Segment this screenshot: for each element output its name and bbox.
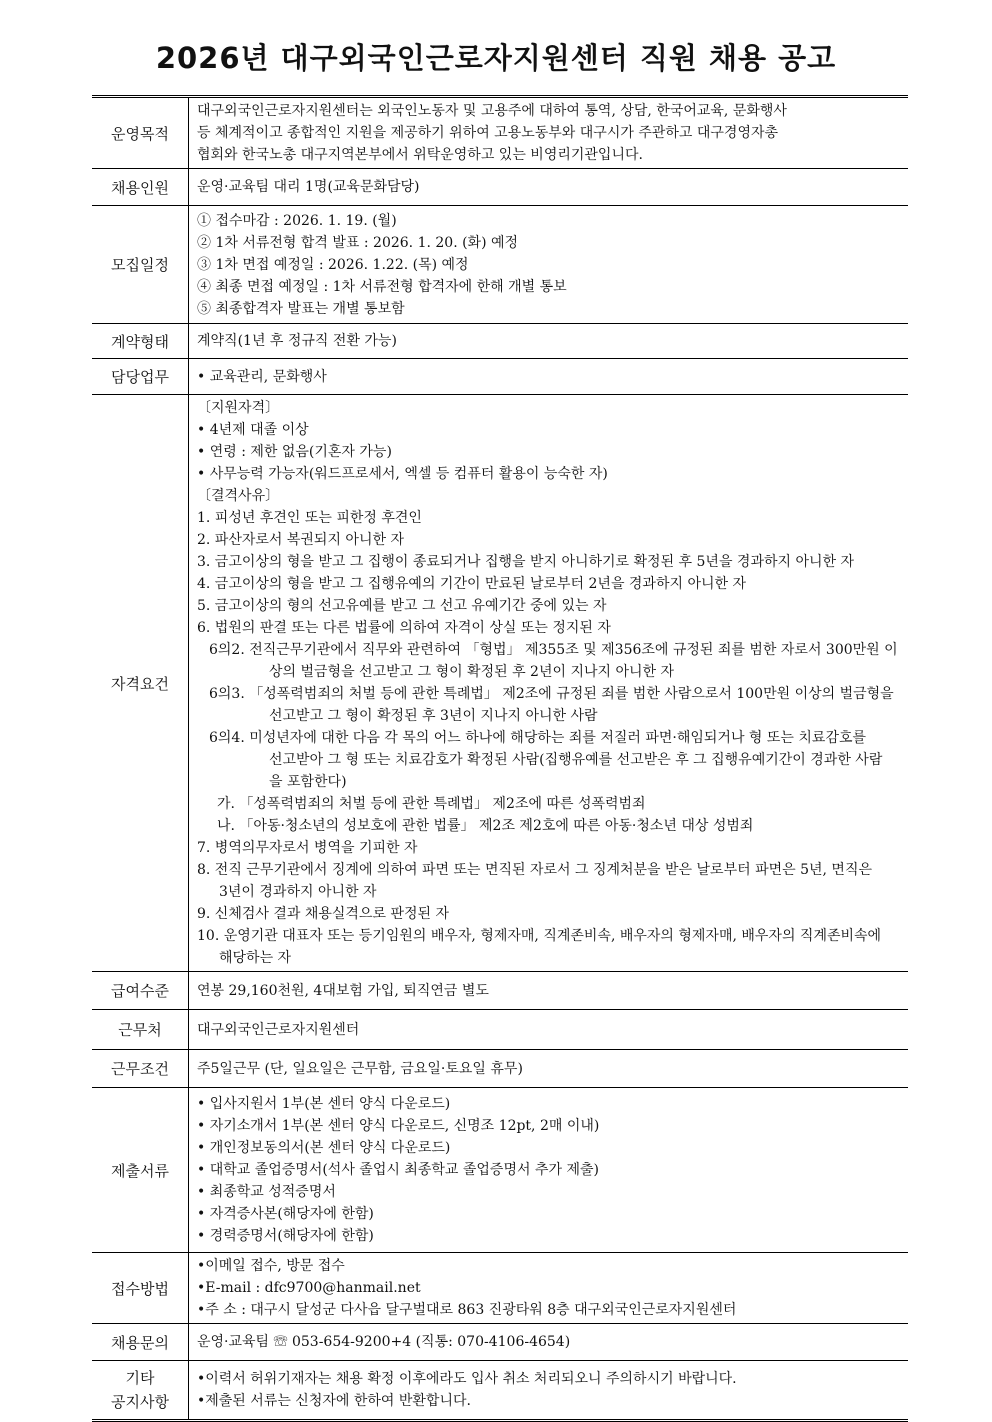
label-qualifications: 자격요건 — [92, 395, 189, 972]
disq-item: 4. 금고이상의 형을 받고 그 집행유예의 기간이 만료된 날로부터 2년을 경과하지 아니한 자 — [197, 576, 747, 592]
purpose-line: 대구외국인근로자지원센터는 외국인노동자 및 고용주에 대하여 통역, 상담, 한국어교육, 문화행사 — [197, 103, 787, 119]
disq-item: 3. 금고이상의 형을 받고 그 집행이 종료되거나 집행을 받지 아니하기로 확정된 후 5년을 경과하지 아니한 자 — [197, 554, 855, 570]
schedule-item: ② 1차 서류전형 합격 발표 : 2026. 1. 20. (화) 예정 — [197, 234, 519, 251]
row-schedule — [92, 206, 908, 324]
disq-item-cont: 선고받고 그 형이 확정된 후 3년이 지나지 아니한 사람 — [269, 708, 598, 724]
row-submission — [92, 1253, 908, 1324]
notice-item: •이력서 허위기재자는 채용 확정 이후에라도 입사 취소 처리되오니 주의하시기 바랍니다. — [197, 1371, 737, 1387]
notice-label-line: 기타 — [125, 1369, 155, 1387]
submission-email[interactable]: •E-mail : dfc9700@hanmail.net — [197, 1280, 421, 1296]
value-duties: • 교육관리, 문화행사 — [189, 359, 909, 395]
value-salary: 연봉 29,160천원, 4대보험 가입, 퇴직연금 별도 — [189, 972, 909, 1010]
label-workplace: 근무처 — [92, 1010, 189, 1050]
recruitment-table — [92, 95, 908, 1422]
disq-item: 10. 운영기관 대표자 또는 등기임원의 배우자, 형제자매, 직계존비속, 배우자의 형제자매, 배우자의 직계존비속에 — [197, 928, 882, 944]
label-salary: 급여수준 — [92, 972, 189, 1010]
row-workplace — [92, 1010, 908, 1050]
notice-label-line: 공지사항 — [111, 1393, 169, 1411]
document-item: • 자격증사본(해당자에 한함) — [197, 1206, 374, 1222]
disq-item-cont: 3년이 경과하지 아니한 자 — [219, 884, 377, 900]
purpose-line: 협회와 한국노총 대구지역본부에서 위탁운영하고 있는 비영리기관입니다. — [197, 147, 643, 163]
disq-item: 5. 금고이상의 형의 선고유예를 받고 그 선고 유예기간 중에 있는 자 — [197, 598, 607, 614]
qual-item: • 4년제 대졸 이상 — [197, 422, 309, 438]
label-contract: 계약형태 — [92, 324, 189, 359]
document-item: • 최종학교 성적증명서 — [197, 1184, 336, 1200]
label-documents: 제출서류 — [92, 1088, 189, 1253]
label-conditions: 근무조건 — [92, 1050, 189, 1088]
value-headcount: 운영·교육팀 대리 1명(교육문화담당) — [189, 169, 909, 206]
schedule-item: ③ 1차 면접 예정일 : 2026. 1.22. (목) 예정 — [197, 256, 469, 273]
submission-item: •이메일 접수, 방문 접수 — [197, 1258, 345, 1274]
disq-item: 6의4. 미성년자에 대한 다음 각 목의 어느 하나에 해당하는 죄를 저질러 파면·해임되거나 형 또는 치료감호를 — [209, 730, 867, 746]
disq-item: 6. 법원의 판결 또는 다른 법률에 의하여 자격이 상실 또는 정지된 자 — [197, 620, 611, 636]
label-schedule: 모집일정 — [92, 206, 189, 324]
value-qualifications — [189, 395, 909, 972]
schedule-item: ① 접수마감 : 2026. 1. 19. (월) — [197, 212, 397, 229]
value-notice — [189, 1361, 909, 1421]
value-documents — [189, 1088, 909, 1253]
value-conditions: 주5일근무 (단, 일요일은 근무함, 금요일·토요일 휴무) — [189, 1050, 909, 1088]
disq-subitem: 가. 「성폭력범죄의 처벌 등에 관한 특례법」 제2조에 따른 성폭력범죄 — [217, 796, 646, 812]
label-submission: 접수방법 — [92, 1253, 189, 1324]
schedule-item: ⑤ 최종합격자 발표는 개별 통보함 — [197, 300, 405, 317]
disq-item: 6의2. 전직근무기관에서 직무와 관련하여 「형법」 제355조 및 제356조에 규정된 죄를 범한 자로서 300만원 이 — [209, 642, 898, 658]
row-conditions — [92, 1050, 908, 1088]
submission-address: •주 소 : 대구시 달성군 다사읍 달구벌대로 863 진광타워 8층 대구외국인근로자지원센터 — [197, 1302, 737, 1318]
page-title: 2026년 대구외국인근로자지원센터 직원 채용 공고 — [155, 41, 837, 75]
qual-item: • 연령 : 제한 없음(기혼자 가능) — [197, 444, 392, 460]
purpose-line: 등 체계적이고 종합적인 지원을 제공하기 위하여 고용노동부와 대구시가 주관하고 대구경영자총 — [197, 125, 779, 141]
value-inquiry: 운영·교육팀 ☏ 053-654-9200+4 (직통: 070-4106-4654) — [189, 1324, 909, 1361]
label-inquiry: 채용문의 — [92, 1324, 189, 1361]
document-item: • 개인정보동의서(본 센터 양식 다운로드) — [197, 1140, 451, 1156]
row-qualifications — [92, 395, 908, 972]
label-notice — [92, 1361, 189, 1421]
notice-item: •제출된 서류는 신청자에 한하여 반환합니다. — [197, 1393, 471, 1409]
disq-item: 6의3. 「성폭력범죄의 처벌 등에 관한 특례법」 제2조에 규정된 죄를 범한 사람으로서 100만원 이상의 벌금형을 — [209, 686, 894, 702]
document-item: • 경력증명서(해당자에 한함) — [197, 1228, 374, 1244]
document-item: • 자기소개서 1부(본 센터 양식 다운로드, 신명조 12pt, 2매 이내) — [197, 1118, 600, 1134]
disq-item: 7. 병역의무자로서 병역을 기피한 자 — [197, 840, 418, 856]
value-workplace: 대구외국인근로자지원센터 — [189, 1010, 909, 1050]
label-duties: 담당업무 — [92, 359, 189, 395]
row-documents — [92, 1088, 908, 1253]
qual-item: • 사무능력 가능자(워드프로세서, 엑셀 등 컴퓨터 활용이 능숙한 자) — [197, 466, 608, 482]
value-contract: 계약직(1년 후 정규직 전환 가능) — [189, 324, 909, 359]
schedule-item: ④ 최종 면접 예정일 : 1차 서류전형 합격자에 한해 개별 통보 — [197, 278, 567, 295]
value-submission — [189, 1253, 909, 1324]
disq-heading: 〔결격사유〕 — [197, 488, 280, 504]
row-salary — [92, 972, 908, 1010]
value-purpose — [189, 97, 909, 169]
value-schedule — [189, 206, 909, 324]
label-purpose: 운영목적 — [92, 97, 189, 169]
disq-item-cont: 해당하는 자 — [219, 950, 292, 966]
document-item: • 입사지원서 1부(본 센터 양식 다운로드) — [197, 1096, 451, 1112]
disq-item: 1. 피성년 후견인 또는 피한정 후견인 — [197, 510, 422, 526]
document-item: • 대학교 졸업증명서(석사 졸업시 최종학교 졸업증명서 추가 제출) — [197, 1162, 599, 1178]
row-inquiry — [92, 1324, 908, 1361]
disq-item: 2. 파산자로서 복권되지 아니한 자 — [197, 532, 404, 548]
disq-item: 8. 전직 근무기관에서 징계에 의하여 파면 또는 면직된 자로서 그 징계처분을 받은 날로부터 파면은 5년, 면직은 — [197, 862, 872, 878]
row-contract — [92, 324, 908, 359]
row-duties — [92, 359, 908, 395]
label-headcount: 채용인원 — [92, 169, 189, 206]
row-headcount — [92, 169, 908, 206]
row-notice — [92, 1361, 908, 1421]
disq-item-cont: 선고받아 그 형 또는 치료감호가 확정된 사람(집행유예를 선고받은 후 그 집행유예기간이 경과한 사람 — [269, 752, 883, 768]
disq-item: 9. 신체검사 결과 채용실격으로 판정된 자 — [197, 906, 449, 922]
disq-subitem: 나. 「아동·청소년의 성보호에 관한 법률」 제2조 제2호에 따른 아동·청소년 대상 성범죄 — [217, 818, 754, 834]
disq-item-cont: 상의 벌금형을 선고받고 그 형이 확정된 후 2년이 지나지 아니한 자 — [269, 664, 675, 680]
qual-heading: 〔지원자격〕 — [197, 400, 280, 416]
disq-item-cont: 을 포함한다) — [269, 774, 347, 790]
row-purpose — [92, 97, 908, 169]
